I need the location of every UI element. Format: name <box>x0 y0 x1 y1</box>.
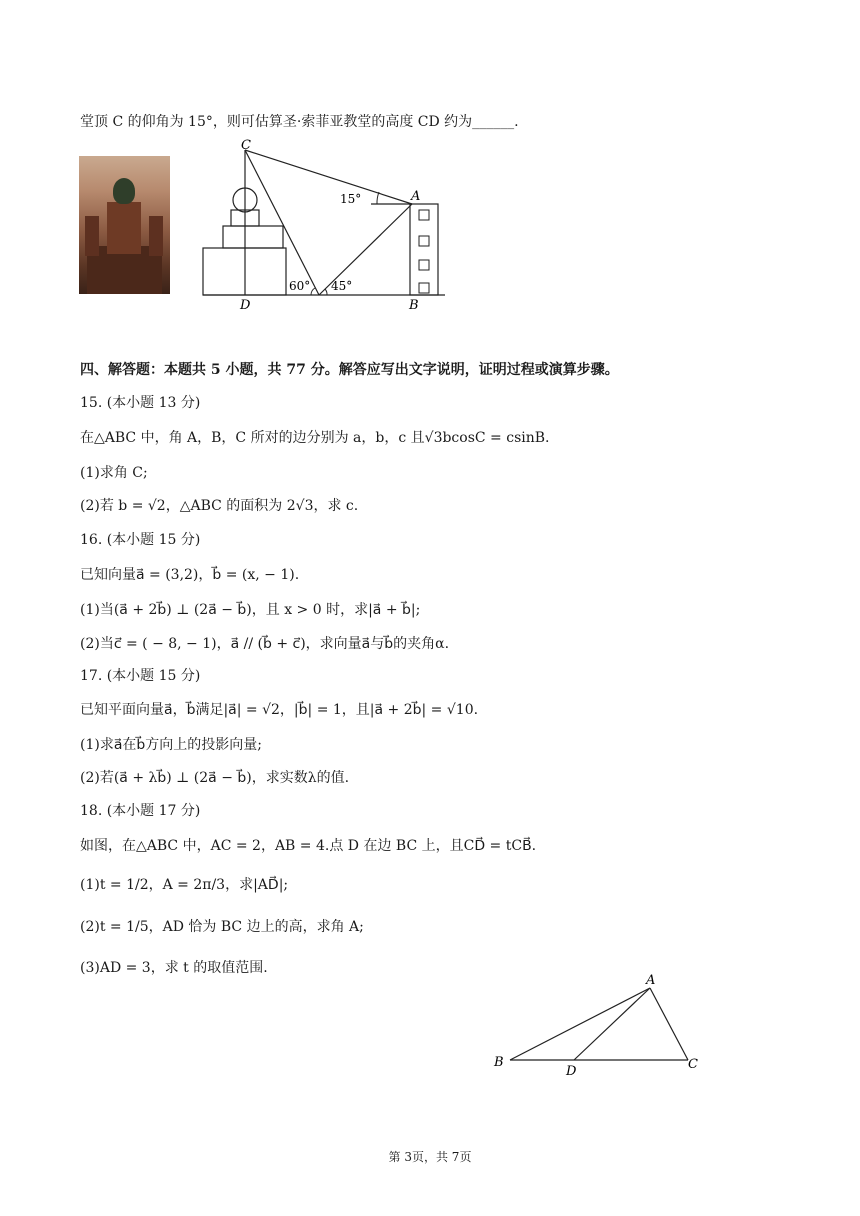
q18-stem: 如图，在△ABC 中，AC = 2，AB = 4.点 D 在边 BC 上，且CD⃗ = tCB⃗. <box>80 838 537 854</box>
label-C: C <box>241 138 251 153</box>
angle-60: 60° <box>289 279 311 293</box>
label-D: D <box>240 298 251 313</box>
tri-label-D: D <box>566 1064 577 1079</box>
church-height-diagram <box>195 138 460 313</box>
tri-label-A: A <box>646 973 656 988</box>
q15-stem: 在△ABC 中，角 A，B，C 所对的边分别为 a，b，c 且√3bcosC = csinB. <box>80 430 550 446</box>
q18-part3: (3)AD = 3，求 t 的取值范围. <box>80 960 268 976</box>
q14-tail: 堂顶 C 的仰角为 15°，则可估算圣·索菲亚教堂的高度 CD 约为______. <box>80 114 519 130</box>
angle-15: 15° <box>340 192 362 206</box>
q16-part2: (2)当c⃗ = ( − 8, − 1)，a⃗ // (b⃗ + c⃗)，求向量a⃗与b⃗的夹角α. <box>80 636 450 652</box>
q16-part1: (1)当(a⃗ + 2b⃗) ⊥ (2a⃗ − b⃗)，且 x > 0 时，求|a⃗ + b⃗|; <box>80 602 421 618</box>
tri-label-C: C <box>688 1057 698 1072</box>
angle-45: 45° <box>331 279 353 293</box>
q15-part2: (2)若 b = √2，△ABC 的面积为 2√3，求 c. <box>80 498 359 514</box>
triangle-diagram <box>490 968 710 1080</box>
q17-stem: 已知平面向量a⃗，b⃗满足|a⃗| = √2，|b⃗| = 1，且|a⃗ + 2b⃗| = √10. <box>80 702 479 718</box>
page-footer: 第 3页，共 7页 <box>388 1150 472 1164</box>
q15-part1: (1)求角 C; <box>80 465 148 481</box>
q17-head: 17. (本小题 15 分) <box>80 668 201 684</box>
q17-part1: (1)求a⃗在b⃗方向上的投影向量; <box>80 737 263 753</box>
label-B: B <box>409 298 419 313</box>
q16-head: 16. (本小题 15 分) <box>80 532 201 548</box>
church-photo <box>79 156 170 294</box>
tri-label-B: B <box>494 1055 504 1070</box>
q18-part2: (2)t = 1/5，AD 恰为 BC 边上的高，求角 A; <box>80 919 364 935</box>
q15-head: 15. (本小题 13 分) <box>80 395 201 411</box>
q18-head: 18. (本小题 17 分) <box>80 803 201 819</box>
q16-stem: 已知向量a⃗ = (3,2)，b⃗ = (x, − 1). <box>80 567 300 583</box>
section-heading: 四、解答题：本题共 5 小题，共 77 分。解答应写出文字说明，证明过程或演算步骤。 <box>80 362 619 378</box>
q18-part1: (1)t = 1/2，A = 2π/3，求|AD⃗|; <box>80 877 289 893</box>
label-A: A <box>411 189 421 204</box>
q17-part2: (2)若(a⃗ + λb⃗) ⊥ (2a⃗ − b⃗)，求实数λ的值. <box>80 770 350 786</box>
